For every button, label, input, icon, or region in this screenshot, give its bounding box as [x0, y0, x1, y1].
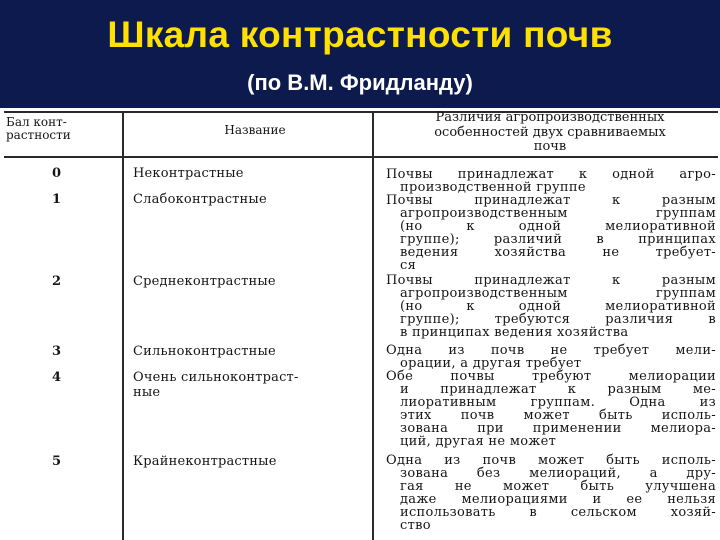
row-1-difference-line: агропроизводственным группам: [400, 206, 716, 221]
column-header-name: [150, 124, 360, 137]
row-4-name: Очень сильноконтраст- ные: [133, 370, 299, 400]
row-2-difference: [386, 274, 716, 339]
column-divider-1: [122, 111, 124, 540]
row-2-difference-line: Почвы принадлежат к разным: [386, 273, 716, 288]
row-4-difference-line: ций, другая не может: [400, 434, 557, 449]
slide-subtitle: (по В.М. Фридланду): [247, 70, 473, 95]
column-header-name-text: Название: [224, 123, 286, 137]
row-2-name: Среднеконтрастные: [133, 274, 276, 289]
row-1-name: Слабоконтрастные: [133, 192, 267, 207]
row-3-name: Сильноконтрастные: [133, 344, 276, 359]
row-1-difference-line: Почвы принадлежат к разным: [386, 193, 716, 208]
row-4-score: 4: [52, 370, 62, 385]
row-4-difference-line: зована при применении мелиора-: [400, 421, 716, 436]
row-1-difference-line: группе); различий в принципах: [400, 232, 716, 247]
row-2-difference-line: группе); требуются различия в: [400, 312, 716, 327]
column-header-score: [6, 116, 116, 142]
slide-title: Шкала контрастности почв: [107, 14, 613, 55]
row-2-difference-line: (но к одной мелиоративной: [400, 299, 716, 314]
row-0-score: 0: [52, 166, 62, 181]
row-1-difference-line: (но к одной мелиоративной: [400, 219, 716, 234]
row-0-difference: [386, 168, 716, 194]
row-4-difference: [386, 370, 716, 448]
row-0-name: Неконтрастные: [133, 166, 244, 181]
row-1-score: 1: [52, 192, 62, 207]
row-4-difference-line: Обе почвы требуют мелиорации: [386, 369, 716, 384]
column-divider-2: [372, 111, 374, 540]
row-2-score: 2: [52, 274, 62, 289]
row-1-difference-line: ся: [400, 258, 417, 273]
row-3-score: 3: [52, 344, 62, 359]
row-5-difference-line: Одна из почв может быть исполь-: [386, 453, 716, 468]
row-3-difference: [386, 344, 716, 370]
row-0-difference-line: производственной группе: [400, 180, 586, 195]
row-1-difference-line: ведения хозяйства не требует-: [400, 245, 716, 260]
row-4-difference-line: лиоративным группам. Одна из: [400, 395, 716, 410]
row-5-difference-line: использовать в сельском хозяй-: [400, 505, 716, 520]
contrast-table: [0, 108, 720, 540]
row-5-difference-line: даже мелиорациями и ее нельзя: [400, 492, 716, 507]
row-2-difference-line: агропроизводственным группам: [400, 286, 716, 301]
row-0-difference-line: Почвы принадлежат к одной агро-: [386, 167, 716, 182]
row-4-difference-line: этих почв может быть исполь-: [400, 408, 716, 423]
slide-header: [0, 0, 720, 108]
row-5-score: 5: [52, 454, 62, 469]
header-bottom-border: [4, 156, 718, 158]
row-5-difference-line: ство: [400, 518, 431, 533]
column-header-difference-text: Различия агропроизводственных особенностей двух сравниваемых почв: [434, 110, 666, 154]
row-5-difference: [386, 454, 716, 532]
row-5-difference-line: гая не может быть улучшена: [400, 479, 716, 494]
row-5-name: Крайнеконтрастные: [133, 454, 277, 469]
row-5-difference-line: зована без мелиораций, а дру-: [400, 466, 716, 481]
row-2-difference-line: в принципах ведения хозяйства: [400, 325, 629, 340]
row-1-difference: [386, 194, 716, 272]
column-header-score-text: Бал конт- растности: [6, 115, 71, 142]
row-4-difference-line: и принадлежат к разным ме-: [400, 382, 716, 397]
row-3-difference-line: Одна из почв не требует мели-: [386, 343, 716, 358]
row-3-difference-line: орации, а другая требует: [400, 356, 582, 371]
column-header-difference: [380, 111, 720, 155]
